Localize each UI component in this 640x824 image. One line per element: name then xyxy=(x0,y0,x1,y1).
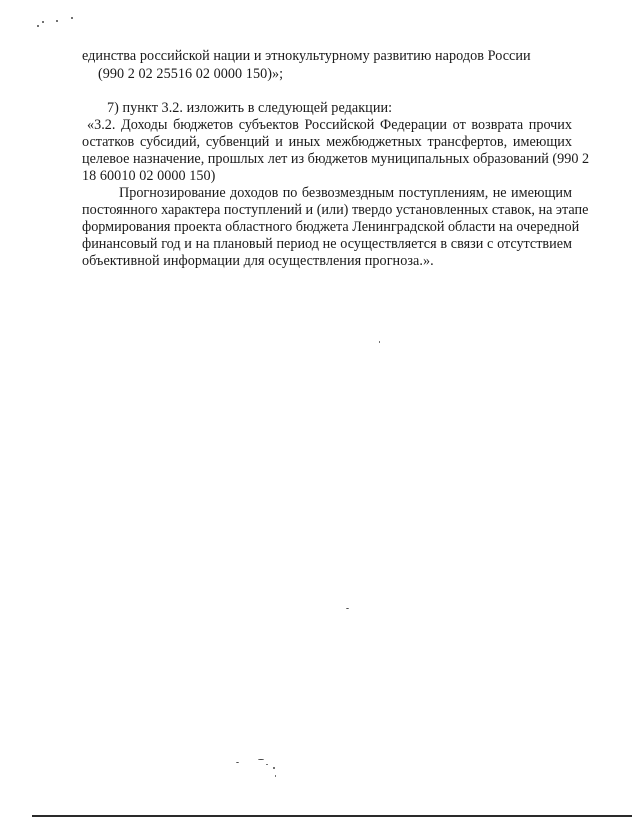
scan-speck xyxy=(71,17,73,19)
scan-speck xyxy=(379,341,380,343)
text-line-8: Прогнозирование доходов по безвозмездным поступлениям, не имеющим xyxy=(119,185,572,201)
scan-speck xyxy=(37,25,39,27)
text-line-12: объективной информации для осуществления прогноза.». xyxy=(82,253,434,269)
text-line-6: целевое назначение, прошлых лет из бюджетов муниципальных образований (990 2 xyxy=(82,151,590,167)
text-line-5: остатков субсидий, субвенций и иных межбюджетных трансфертов, имеющих xyxy=(82,134,572,150)
scan-speck xyxy=(275,775,276,777)
scan-speck xyxy=(42,21,44,23)
text-line-2: (990 2 02 25516 02 0000 150)»; xyxy=(98,66,284,82)
scan-speck xyxy=(273,767,275,769)
text-line-10: формирования проекта областного бюджета Ленинградской области на очередной xyxy=(82,219,580,235)
text-line-4: «3.2. Доходы бюджетов субъектов Российской Федерации от возврата прочих xyxy=(87,117,572,133)
scan-speck xyxy=(266,764,268,765)
text-line-1: единства российской нации и этнокультурному развитию народов России xyxy=(82,48,531,64)
scan-speck xyxy=(236,762,239,763)
text-line-9: постоянного характера поступлений и (или) твердо установленных ставок, на этапе xyxy=(82,202,589,218)
scan-speck xyxy=(56,20,58,22)
scan-speck xyxy=(258,759,264,760)
text-line-7: 18 60010 02 0000 150) xyxy=(82,168,216,184)
scan-speck xyxy=(346,608,349,609)
text-line-11: финансовый год и на плановый период не осуществляется в связи с отсутствием xyxy=(82,236,572,252)
footer-rule xyxy=(32,815,632,817)
text-line-3: 7) пункт 3.2. изложить в следующей редакции: xyxy=(107,100,393,116)
